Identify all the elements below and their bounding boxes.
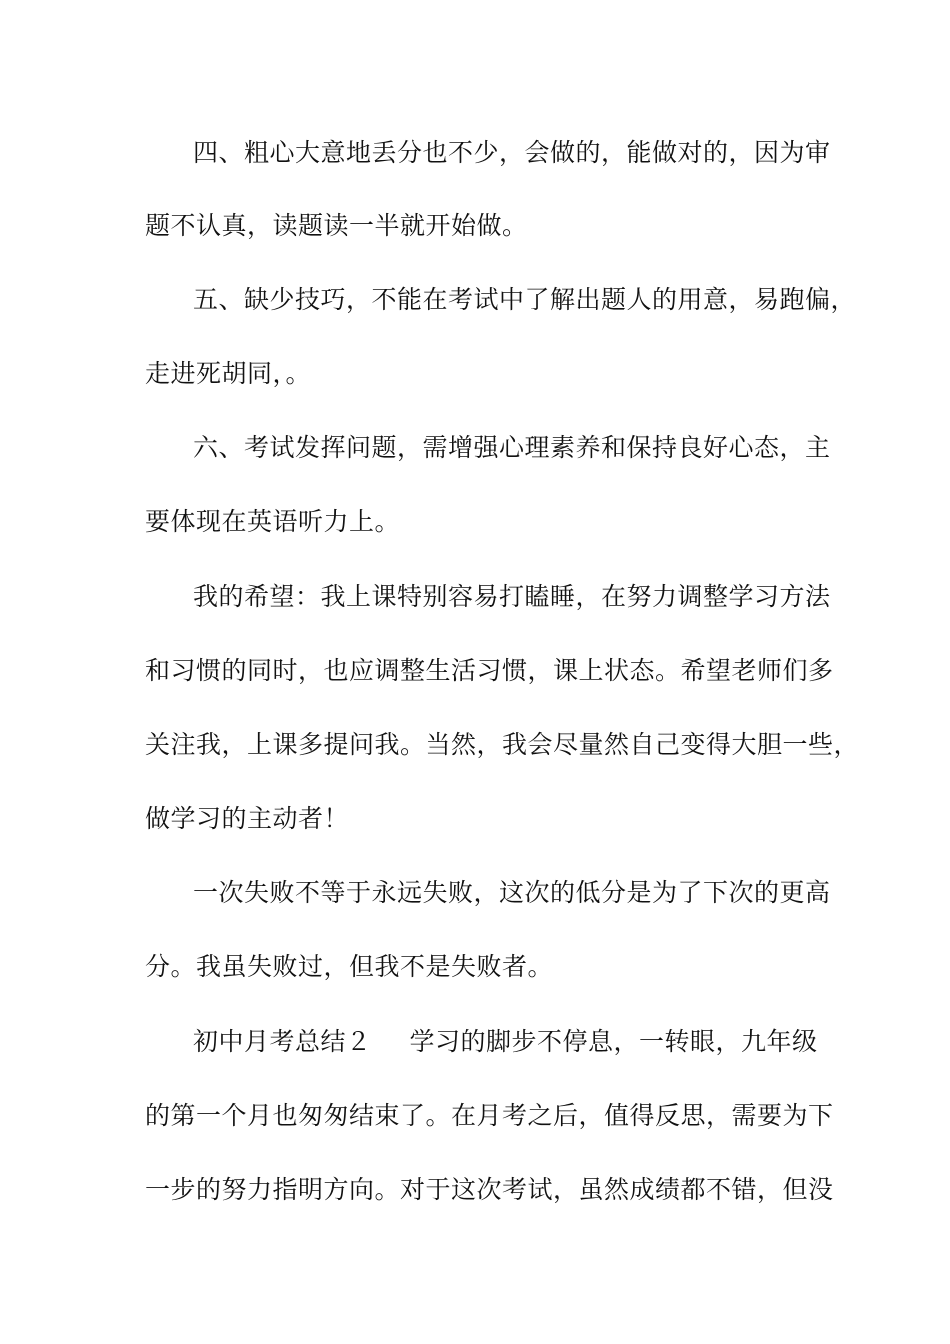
paragraph-line: 的第一个月也匆匆结束了。在月考之后，值得反思，需要为下 — [145, 1101, 834, 1130]
section-heading-line — [193, 1027, 818, 1057]
paragraph-line: 六、考试发挥问题，需增强心理素养和保持良好心态，主 — [193, 433, 831, 462]
paragraph-line: 关注我，上课多提问我。当然，我会尽量然自己变得大胆一些， — [145, 730, 860, 759]
paragraph-line: 四、粗心大意地丢分也不少，会做的，能做对的，因为审 — [193, 138, 831, 167]
paragraph-line: 一步的努力指明方向。对于这次考试，虽然成绩都不错，但没 — [145, 1175, 834, 1204]
paragraph-line: 五、缺少技巧，不能在考试中了解出题人的用意，易跑偏， — [193, 285, 857, 314]
paragraph-line: 做学习的主动者！ — [145, 804, 350, 833]
paragraph-line: 走进死胡同，。 — [145, 359, 312, 388]
section-title: 初中月考总结２ — [193, 1027, 372, 1056]
paragraph-line: 一次失败不等于永远失败，这次的低分是为了下次的更高 — [193, 878, 831, 907]
paragraph-line: 我的希望：我上课特别容易打瞌睡，在努力调整学习方法 — [193, 582, 831, 611]
paragraph-line: 要体现在英语听力上。 — [145, 507, 401, 536]
paragraph-line: 和习惯的同时，也应调整生活习惯，课上状态。希望老师们多 — [145, 656, 834, 685]
paragraph-text: 学习的脚步不停息，一转眼，九年级 — [409, 1027, 818, 1056]
paragraph-line: 题不认真，读题读一半就开始做。 — [145, 211, 528, 240]
paragraph-line: 分。我虽失败过，但我不是失败者。 — [145, 952, 554, 981]
